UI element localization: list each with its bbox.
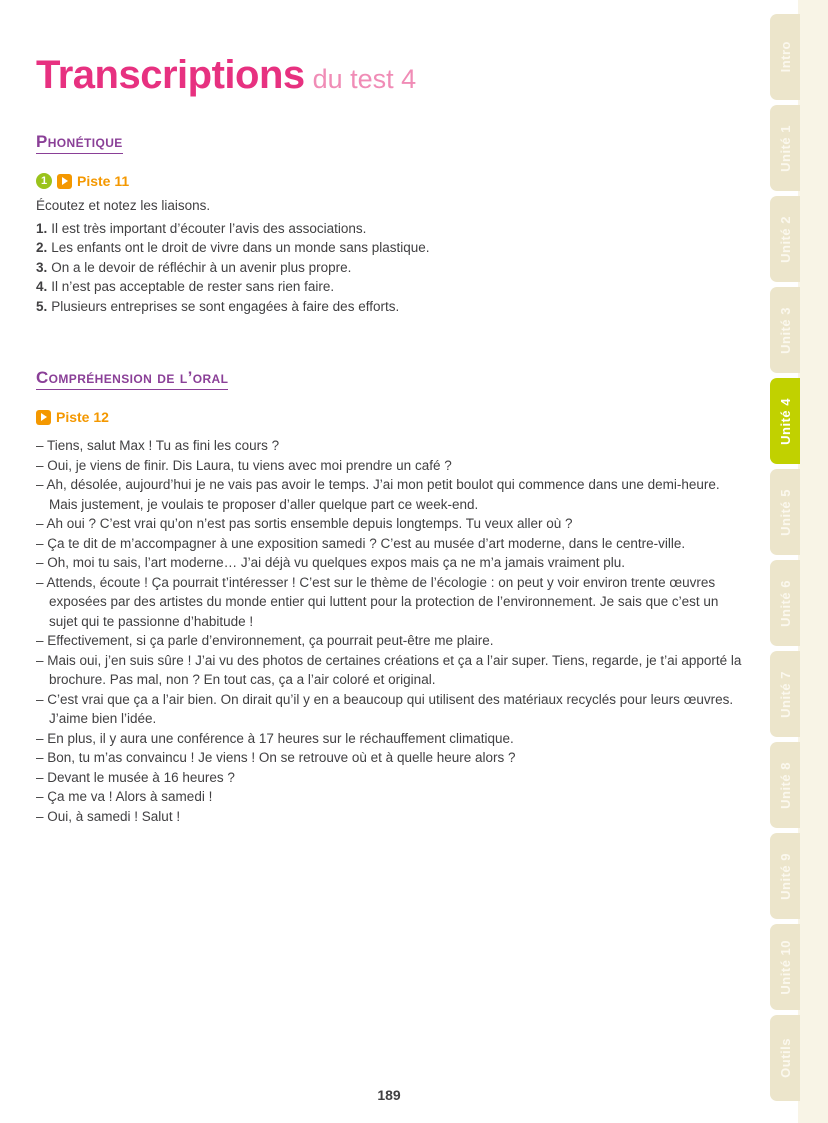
tab-label: Unité 9 [777,852,793,900]
page-title [36,54,742,100]
tab-unite-3 [770,287,800,373]
tab-label: Outils [777,1038,793,1078]
tab-label: Unité 6 [777,579,793,627]
tab-unite-2 [770,196,800,282]
instruction-text: Écoutez et notez les liaisons. [36,198,211,213]
dialogue-line: – Oui, je viens de finir. Dis Laura, tu viens avec moi prendre un café ? [36,457,452,473]
dialogue-line: – En plus, il y aura une conférence à 17 heures sur le réchauffement climatique. [36,730,514,746]
item-number: 3. [36,259,48,275]
tab-intro [770,14,800,100]
tab-label: Unité 4 [777,397,793,445]
dialogue-line: – Effectivement, si ça parle d’environnement, ça pourrait peut-être me plaire. [36,633,494,648]
list-item [36,258,742,278]
item-text: Il est très important d’écouter l’avis des associations. [51,220,367,236]
play-icon [36,410,51,425]
tab-unite-9 [770,833,800,919]
tab-unite-10 [770,924,800,1010]
item-text: Il n’est pas acceptable de rester sans rien faire. [51,279,335,294]
dialogue-transcript [36,436,742,826]
tab-unite-1 [770,105,800,191]
tab-label: Unité 3 [777,306,793,354]
list-item [36,219,742,239]
track-row-piste-11 [36,172,742,190]
dialogue-line: – Oh, moi tu sais, l’art moderne… J’ai déjà vu quelques expos mais ça ne m’a jamais vraiment plu. [36,555,626,570]
dialogue-line: – Ça te dit de m’accompagner à une exposition samedi ? C’est au musée d’art moderne, dans le centre-ville. [36,535,686,551]
tab-unite-5 [770,469,800,555]
dialogue-line: – Mais oui, j’en suis sûre ! J’ai vu des photos de certaines créations et ça a l’air super. Tiens, regarde, je t’ai apporté la brochure. Pas mal, non ? En tout cas, ça a l’air coloré et original. [36,652,742,687]
item-text: Plusieurs entreprises se sont engagées à faire des efforts. [51,298,400,314]
tab-unite-4 [770,378,800,464]
list-item [36,297,742,317]
list-item [36,238,742,258]
item-number: 2. [36,240,48,255]
dialogue-line: – Attends, écoute ! Ça pourrait t’intéresser ! C’est sur le thème de l’écologie : on peut y voir environ trente œuvres exposées par des artistes du monde entier qui luttent pour la protection de l’environnement. Je sais que c’est un sujet qui te passionne d’habitude ! [36,574,719,629]
title-main: Transcriptions [36,53,305,97]
page-content [36,0,742,826]
list-item [36,277,742,297]
item-text: On a le devoir de réfléchir à un avenir plus propre. [51,259,352,275]
dialogue-line: – Ah oui ? C’est vrai qu’on n’est pas sortis ensemble depuis longtemps. Tu veux aller où ? [36,516,573,531]
dialogue-line: – Bon, tu m’as convaincu ! Je viens ! On se retrouve où et à quelle heure alors ? [36,750,516,765]
section-heading-phonetique [36,126,742,154]
track-label: Piste 12 [56,409,109,425]
page-number: 189 [377,1087,401,1103]
phonetique-sentence-list [36,219,742,317]
track-label: Piste 11 [77,173,130,189]
tab-outils [770,1015,800,1101]
tab-unite-6 [770,560,800,646]
sidebar-rail [798,0,828,1123]
item-text: Les enfants ont le droit de vivre dans un monde sans plastique. [51,240,430,255]
play-icon [57,174,72,189]
tab-label: Unité 7 [777,670,793,718]
section-heading-text: Phonétique [36,132,123,154]
tab-label: Unité 8 [777,761,793,809]
exercise-number-badge: 1 [36,173,52,189]
tab-unite-7 [770,651,800,737]
dialogue-line: – Ça me va ! Alors à samedi ! [36,789,213,804]
tab-label: Unité 10 [777,939,793,995]
tab-label: Unité 2 [777,215,793,263]
dialogue-line: – Tiens, salut Max ! Tu as fini les cours ? [36,438,280,453]
dialogue-line: – C’est vrai que ça a l’air bien. On dirait qu’il y en a beaucoup qui utilisent des matériaux recyclés pour leurs œuvres. J’aime bien l’idée. [36,691,734,726]
tab-label: Intro [777,41,793,73]
section-heading-comprehension [36,362,742,390]
item-number: 1. [36,220,48,236]
track-row-piste-12 [36,408,742,426]
title-subtitle: du test 4 [312,64,417,94]
item-number: 5. [36,298,48,314]
section-heading-text: Compréhension de l’oral [36,368,228,390]
unit-tab-strip [770,0,800,1123]
tab-label: Unité 1 [777,124,793,172]
tab-unite-8 [770,742,800,828]
dialogue-line: – Ah, désolée, aujourd’hui je ne vais pas avoir le temps. J’ai mon petit boulot qui commence dans une demi-heure. Mais justement, je voulais te proposer d’aller quelque part ce week-end. [36,477,720,512]
tab-label: Unité 5 [777,488,793,536]
dialogue-line: – Oui, à samedi ! Salut ! [36,808,181,824]
item-number: 4. [36,279,48,294]
dialogue-line: – Devant le musée à 16 heures ? [36,769,235,785]
